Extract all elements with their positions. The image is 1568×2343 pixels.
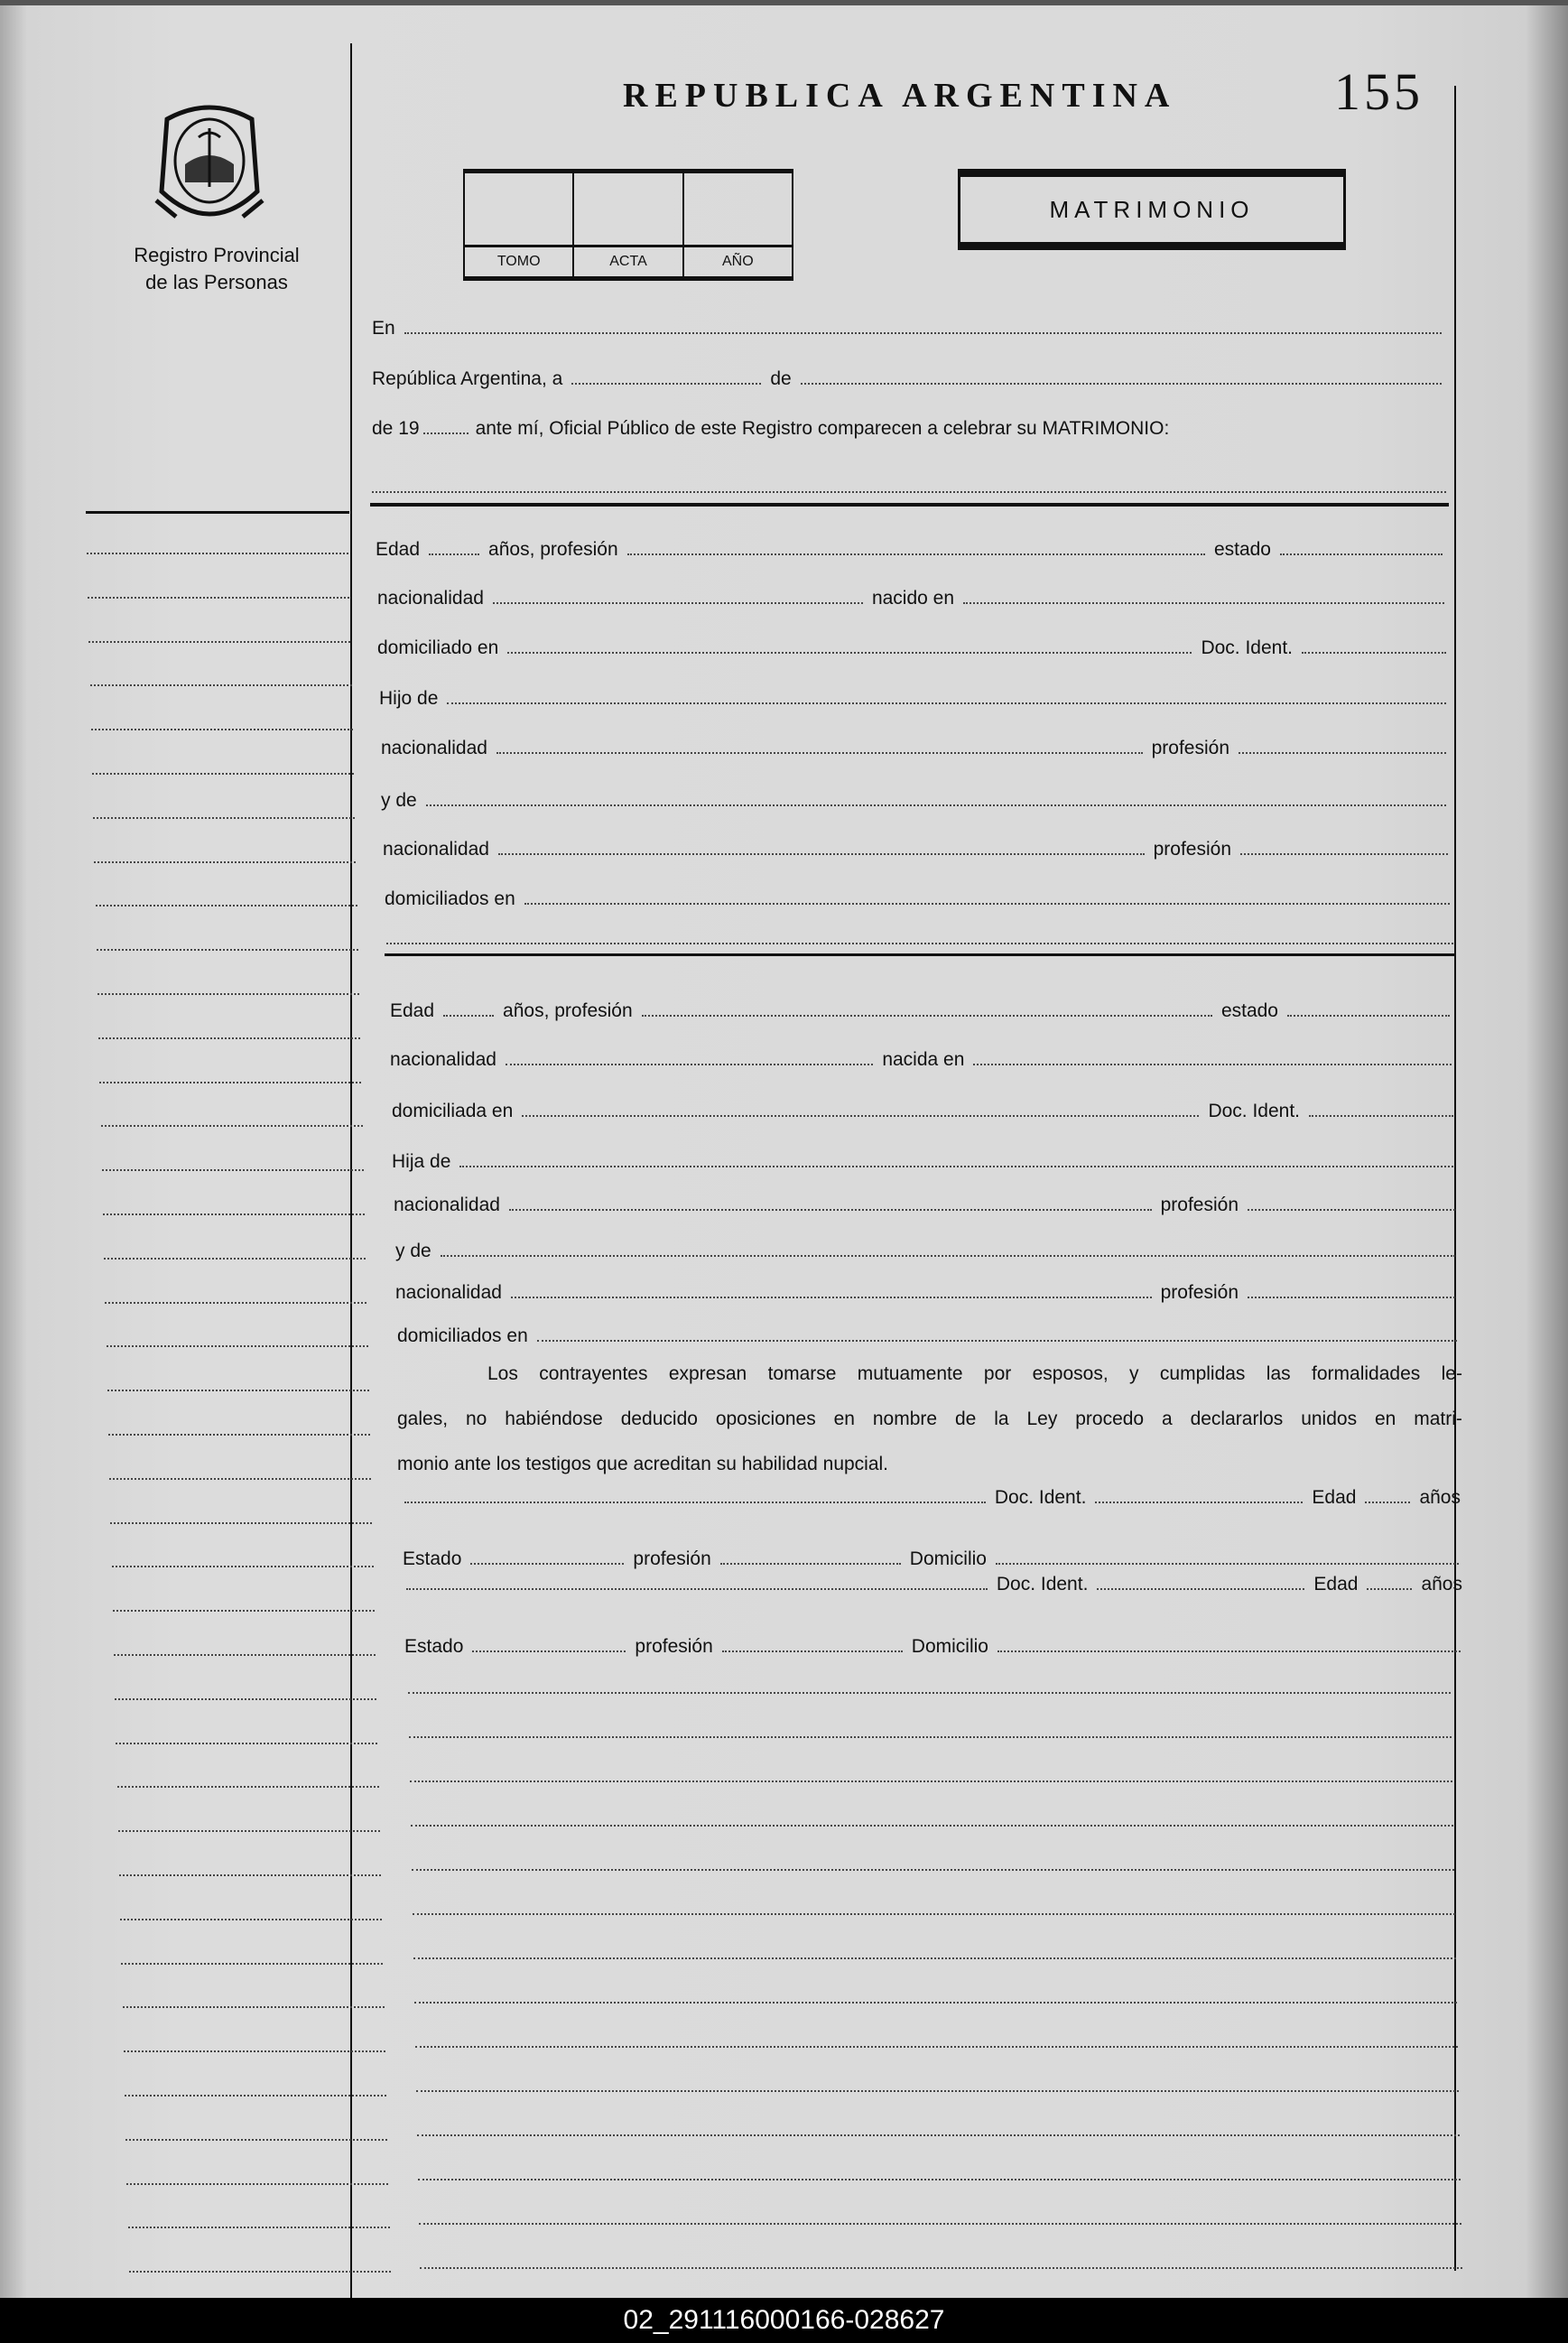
declaration-word: expresan <box>668 1363 747 1384</box>
label-hijo-de: Hijo de <box>379 688 439 709</box>
declaration-word: las <box>1266 1363 1291 1384</box>
registry-name <box>108 242 325 296</box>
margin-note-line[interactable] <box>125 2095 386 2097</box>
bride-row-nationality <box>386 1044 1457 1071</box>
field-month[interactable] <box>801 383 1442 385</box>
groom-row-parents-address <box>381 883 1455 910</box>
label-nacionalidad: nacionalidad <box>394 1195 500 1215</box>
tomo-box[interactable] <box>465 173 574 276</box>
margin-note-line[interactable] <box>105 1302 366 1304</box>
ano-box[interactable] <box>684 173 792 276</box>
witness-2-status-field[interactable] <box>472 1650 626 1652</box>
declaration-word: en <box>833 1409 855 1429</box>
margin-note-line[interactable] <box>87 553 348 554</box>
margin-note-line[interactable] <box>128 2227 390 2228</box>
left-divider <box>86 511 349 514</box>
groom-nationality-field[interactable] <box>493 602 863 604</box>
witness-1-name-field[interactable] <box>404 1502 986 1503</box>
label-edad: Edad <box>1313 1574 1359 1595</box>
margin-note-line[interactable] <box>119 1874 381 1876</box>
label-nacida-en: nacida en <box>882 1049 965 1070</box>
witness-2-row-id <box>401 1568 1466 1595</box>
declaration-word: procedo <box>1075 1409 1145 1429</box>
label-nacionalidad: nacionalidad <box>383 839 489 860</box>
bride-mother-field[interactable] <box>441 1255 1455 1257</box>
declaration-word: en <box>1374 1409 1396 1429</box>
row-place <box>368 312 1447 339</box>
blank-line[interactable] <box>410 1780 1452 1782</box>
blank-line[interactable] <box>411 1825 1453 1827</box>
label-estado: Estado <box>403 1548 462 1569</box>
margin-note-line[interactable] <box>88 641 350 643</box>
declaration-word: la <box>994 1409 1009 1429</box>
blank-line[interactable] <box>415 2046 1458 2048</box>
margin-note-line[interactable] <box>94 861 356 863</box>
margin-note-line[interactable] <box>103 1213 365 1215</box>
declaration-word: a <box>1162 1409 1173 1429</box>
bride-father-profession-field[interactable] <box>1248 1209 1455 1211</box>
label-profesion: profesión <box>635 1636 713 1657</box>
witness-2-address-field[interactable] <box>997 1650 1461 1652</box>
blank-line[interactable] <box>413 1957 1456 1959</box>
acta-box[interactable] <box>574 173 683 276</box>
declaration-word: gales, <box>397 1409 449 1429</box>
declaration-word: declararlos <box>1190 1409 1284 1429</box>
label-doc-ident: Doc. Ident. <box>1201 637 1293 658</box>
margin-note-line[interactable] <box>101 1125 363 1127</box>
bride-row-father-nationality <box>390 1189 1461 1216</box>
blank-line[interactable] <box>416 2090 1459 2092</box>
label-anos-profesion: años, profesión <box>503 1000 633 1021</box>
margin-note-line[interactable] <box>104 1258 366 1260</box>
label-nacionalidad: nacionalidad <box>395 1282 502 1303</box>
margin-note-line[interactable] <box>124 2050 385 2052</box>
blank-line[interactable] <box>418 2179 1461 2180</box>
acta-label: ACTA <box>609 254 647 269</box>
label-domiciliados-en: domiciliados en <box>397 1325 528 1346</box>
declaration-word: esposos, <box>1032 1363 1109 1384</box>
declaration-word: nombre <box>872 1409 938 1429</box>
label-doc-ident: Doc. Ident. <box>996 1574 1089 1595</box>
groom-extra-field[interactable] <box>386 943 1453 944</box>
declaration-word: contrayentes <box>539 1363 648 1384</box>
margin-note-line[interactable] <box>125 2139 387 2141</box>
label-ante: ante mí, Oficial Público de este Registro comparecen a celebrar su MATRIMONIO: <box>475 418 1170 439</box>
margin-note-line[interactable] <box>117 1786 379 1788</box>
margin-note-line[interactable] <box>107 1390 369 1391</box>
margin-note-line[interactable] <box>113 1610 375 1612</box>
page-number: 155 <box>1334 62 1424 121</box>
label-y-de: y de <box>381 790 417 811</box>
blank-line[interactable] <box>409 1736 1452 1738</box>
label-domicilio: Domicilio <box>911 1636 988 1657</box>
declaration-word: no <box>465 1409 487 1429</box>
declaration-word: unidos <box>1301 1409 1358 1429</box>
blank-line[interactable] <box>413 1913 1455 1915</box>
blank-line[interactable] <box>412 1869 1454 1871</box>
declaration-word: Los <box>487 1363 518 1384</box>
label-en: En <box>372 318 395 339</box>
declaration-word: deducido <box>620 1409 698 1429</box>
groom-id-field[interactable] <box>1302 652 1446 654</box>
margin-note-line[interactable] <box>109 1478 371 1480</box>
label-estado: Estado <box>404 1636 464 1657</box>
witness-2-id-field[interactable] <box>1097 1588 1304 1590</box>
margin-note-line[interactable] <box>116 1743 377 1744</box>
label-hija-de: Hija de <box>392 1151 451 1172</box>
witness-1-status-field[interactable] <box>470 1563 624 1565</box>
label-doc-ident: Doc. Ident. <box>1208 1101 1300 1121</box>
margin-note-line[interactable] <box>102 1169 364 1171</box>
margin-note-line[interactable] <box>115 1698 376 1700</box>
margin-note-line[interactable] <box>91 729 353 730</box>
label-de: de <box>770 368 792 389</box>
page-title: REPUBLICA ARGENTINA <box>623 77 1177 115</box>
right-border <box>1454 86 1456 2271</box>
label-republica: República Argentina, a <box>372 368 563 389</box>
bride-row-parents-address <box>394 1320 1462 1347</box>
section-divider <box>370 503 1449 507</box>
label-profesion: profesión <box>1153 839 1231 860</box>
groom-row-father <box>376 683 1452 710</box>
witness-2-name-field[interactable] <box>406 1588 988 1590</box>
margin-note-line[interactable] <box>120 1919 382 1920</box>
declaration-word: y <box>1129 1363 1139 1384</box>
bride-id-field[interactable] <box>1309 1115 1453 1117</box>
witness-1-profession-field[interactable] <box>720 1563 901 1565</box>
groom-row-mother <box>377 785 1452 812</box>
margin-note-line[interactable] <box>114 1654 376 1656</box>
declaration-word: Ley <box>1026 1409 1058 1429</box>
margin-note-line[interactable] <box>90 684 352 686</box>
witness-2-age-field[interactable] <box>1367 1588 1412 1590</box>
bride-age-field[interactable] <box>443 1015 494 1017</box>
label-profesion: profesión <box>1151 738 1229 758</box>
groom-mother-field[interactable] <box>426 804 1446 806</box>
bride-status-field[interactable] <box>1287 1015 1450 1017</box>
margin-note-line[interactable] <box>110 1522 372 1524</box>
label-domicilio: Domicilio <box>909 1548 987 1569</box>
groom-row-father-nationality <box>377 732 1452 759</box>
witness-1-row-id <box>399 1482 1464 1509</box>
witness-2-profession-field[interactable] <box>722 1650 903 1652</box>
label-nacido-en: nacido en <box>871 588 955 609</box>
label-profesion: profesión <box>1160 1282 1239 1303</box>
margin-note-line[interactable] <box>93 817 355 819</box>
declaration-word: de <box>954 1409 977 1429</box>
witness-1-address-field[interactable] <box>996 1563 1459 1565</box>
tomo-label: TOMO <box>496 254 541 269</box>
groom-birthplace-field[interactable] <box>963 602 1444 604</box>
declaration-word: habiéndose <box>505 1409 603 1429</box>
witness-1-id-field[interactable] <box>1095 1502 1303 1503</box>
margin-note-line[interactable] <box>96 905 357 907</box>
declaration-word: mutuamente <box>857 1363 963 1384</box>
groom-father-field[interactable] <box>447 702 1446 704</box>
bride-father-field[interactable] <box>459 1166 1453 1167</box>
bride-birthplace-field[interactable] <box>973 1064 1452 1065</box>
bride-mother-nationality-field[interactable] <box>511 1297 1152 1298</box>
bride-row-age <box>386 995 1455 1022</box>
label-anos-profesion: años, profesión <box>488 539 618 560</box>
declaration-word: oposiciones <box>715 1409 816 1429</box>
declaration-word: formalidades <box>1312 1363 1421 1384</box>
groom-row-age <box>372 534 1448 561</box>
margin-note-line[interactable] <box>129 2271 391 2273</box>
row-date <box>368 363 1447 390</box>
groom-profession-field[interactable] <box>627 553 1205 555</box>
blank-line[interactable] <box>419 2223 1461 2225</box>
declaration-word: monio ante los testigos que acreditan su habilidad nupcial. <box>397 1454 889 1474</box>
margin-note-line[interactable] <box>98 1037 360 1039</box>
declaration-word: matri- <box>1414 1409 1462 1429</box>
margin-note-line[interactable] <box>108 1434 370 1436</box>
blank-line[interactable] <box>414 2002 1457 2004</box>
groom-row-address <box>374 632 1452 659</box>
bride-nationality-field[interactable] <box>506 1064 873 1065</box>
bride-father-nationality-field[interactable] <box>509 1209 1152 1211</box>
section-divider <box>385 953 1454 956</box>
label-estado: estado <box>1213 539 1271 560</box>
margin-note-line[interactable] <box>92 773 354 775</box>
label-anos: años <box>1419 1487 1461 1508</box>
declaration-line-1 <box>397 1363 1462 1390</box>
margin-note-line[interactable] <box>97 993 359 995</box>
field-day[interactable] <box>571 383 761 385</box>
witness-2-row-status <box>401 1631 1466 1658</box>
bride-parents-address-field[interactable] <box>537 1340 1457 1342</box>
declaration-line-2 <box>397 1409 1462 1436</box>
field-place[interactable] <box>404 332 1442 334</box>
registry-line-2: de las Personas <box>145 271 288 293</box>
bride-mother-profession-field[interactable] <box>1248 1297 1455 1298</box>
record-reference-boxes <box>463 169 793 281</box>
label-edad: Edad <box>376 539 421 560</box>
groom-parents-address-field[interactable] <box>524 903 1450 905</box>
groom-row-nationality <box>374 582 1450 609</box>
bride-row-address <box>388 1095 1459 1122</box>
margin-note-line[interactable] <box>99 1082 361 1083</box>
groom-row-mother-nationality <box>379 833 1453 860</box>
margin-note-line[interactable] <box>88 597 349 599</box>
margin-note-line[interactable] <box>107 1345 368 1347</box>
groom-father-profession-field[interactable] <box>1239 752 1446 754</box>
groom-age-field[interactable] <box>429 553 479 555</box>
declaration-word: cumplidas <box>1159 1363 1246 1384</box>
groom-address-field[interactable] <box>507 652 1192 654</box>
groom-status-field[interactable] <box>1280 553 1443 555</box>
label-profesion: profesión <box>633 1548 711 1569</box>
bride-row-mother-nationality <box>392 1277 1461 1304</box>
declaration-word: por <box>983 1363 1012 1384</box>
groom-mother-nationality-field[interactable] <box>498 853 1145 855</box>
label-domiciliado-en: domiciliado en <box>377 637 499 658</box>
label-y-de: y de <box>395 1241 431 1261</box>
bride-row-mother <box>392 1235 1461 1262</box>
declaration-word: tomarse <box>767 1363 837 1384</box>
bride-profession-field[interactable] <box>642 1015 1212 1017</box>
bride-row-father <box>388 1146 1459 1173</box>
blank-line[interactable] <box>408 1692 1451 1694</box>
margin-note-line[interactable] <box>118 1830 380 1832</box>
declaration-line-3 <box>397 1454 1462 1481</box>
label-nacionalidad: nacionalidad <box>377 588 484 609</box>
declaration-word: le- <box>1441 1363 1462 1384</box>
label-edad: Edad <box>1312 1487 1357 1508</box>
field-year[interactable] <box>423 432 469 434</box>
witness-1-row-status <box>399 1543 1464 1570</box>
label-domiciliados-en: domiciliados en <box>385 888 515 909</box>
row-year <box>368 413 1447 440</box>
blank-line[interactable] <box>420 2267 1462 2269</box>
label-domiciliada-en: domiciliada en <box>392 1101 514 1121</box>
margin-note-line[interactable] <box>112 1566 374 1567</box>
label-nacionalidad: nacionalidad <box>381 738 487 758</box>
groom-mother-profession-field[interactable] <box>1240 853 1448 855</box>
registry-line-1: Registro Provincial <box>134 244 300 266</box>
image-id-caption: 02_291116000166-028627 <box>0 2298 1568 2343</box>
margin-note-line[interactable] <box>123 2006 385 2008</box>
witness-1-age-field[interactable] <box>1365 1502 1410 1503</box>
margin-note-line[interactable] <box>97 949 358 951</box>
margin-note-line[interactable] <box>121 1963 383 1965</box>
label-profesion: profesión <box>1160 1195 1239 1215</box>
label-nacionalidad: nacionalidad <box>390 1049 496 1070</box>
label-estado: estado <box>1220 1000 1278 1021</box>
bride-address-field[interactable] <box>522 1115 1199 1117</box>
ano-label: AÑO <box>721 254 754 269</box>
label-anos: años <box>1421 1574 1462 1595</box>
groom-father-nationality-field[interactable] <box>496 752 1143 754</box>
form-type-box: MATRIMONIO <box>958 169 1346 250</box>
provincial-seal-icon <box>149 101 270 224</box>
label-doc-ident: Doc. Ident. <box>994 1487 1087 1508</box>
field-parties[interactable] <box>372 491 1446 493</box>
blank-line[interactable] <box>417 2134 1460 2136</box>
margin-note-line[interactable] <box>126 2183 388 2185</box>
label-edad: Edad <box>390 1000 435 1021</box>
label-de-19: de 19 <box>372 418 420 439</box>
page-edge <box>0 0 1568 5</box>
